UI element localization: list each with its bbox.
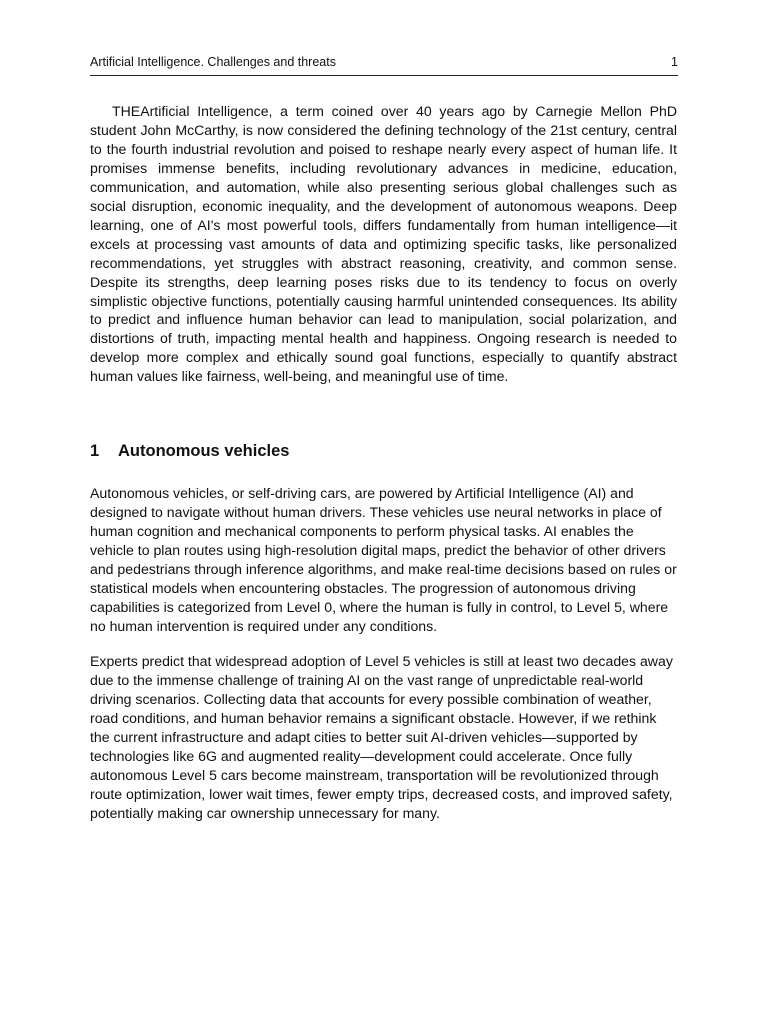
section-paragraph-1: Autonomous vehicles, or self-driving cars, are powered by Artificial Intelligence (AI) and designed to navigate without human drivers. These vehicles use neural networks in place of human cognition and mechanical components to perform physical tasks. AI enables the vehicle to plan routes using high-resolution digital maps, predict the behavior of other drivers and pedestrians through inference algorithms, and make real-time decisions based on rules or statistical models when encountering obstacles. The progression of autonomous driving capabilities is categorized from Level 0, where the human is fully in control, to Level 5, where no human intervention is required under any conditions. (90, 485, 677, 634)
running-header (90, 53, 678, 76)
intro-paragraph: THEArtificial Intelligence, a term coined over 40 years ago by Carnegie Mellon PhD student John McCarthy, is now considered the defining technology of the 21st century, central to the fourth industrial revolution and poised to reshape nearly every aspect of human life. It promises immense benefits, including revolutionary advances in medicine, education, communication, and automation, while also presenting serious global challenges such as social disruption, economic inequality, and the development of autonomous weapons. Deep learning, one of AI's most powerful tools, differs fundamentally from human intelligence—it excels at processing vast amounts of data and optimizing specific tasks, like personalized recommendations, yet struggles with abstract reasoning, creativity, and common sense. Despite its strengths, deep learning poses risks due to its tendency to focus on overly simplistic objective functions, potentially causing harmful unintended consequences. Its ability to predict and influence human behavior can lead to manipulation, social polarization, and distortions of truth, impacting mental health and happiness. Ongoing research is needed to develop more complex and ethically sound goal functions, especially to quantify abstract human values like fairness, well-being, and meaningful use of time. (90, 103, 677, 385)
header-title: Artificial Intelligence. Challenges and threats (90, 55, 336, 69)
section-paragraph-2: Experts predict that widespread adoption of Level 5 vehicles is still at least two decades away due to the immense challenge of training AI on the vast range of unpredictable real-world driving scenarios. Collecting data that accounts for every possible combination of weather, road conditions, and human behavior remains a significant obstacle. However, if we rethink the current infrastructure and adapt cities to better suit AI-driven vehicles—supported by technologies like 6G and augmented reality—development could accelerate. Once fully autonomous Level 5 cars become mainstream, transportation will be revolutionized through route optimization, lower wait times, fewer empty trips, decreased costs, and improved safety, potentially making car ownership unnecessary for many. (90, 653, 673, 821)
page-number: 1 (671, 55, 678, 69)
section-heading (90, 440, 289, 462)
section-title: Autonomous vehicles (118, 442, 290, 460)
section-number: 1 (90, 442, 100, 460)
